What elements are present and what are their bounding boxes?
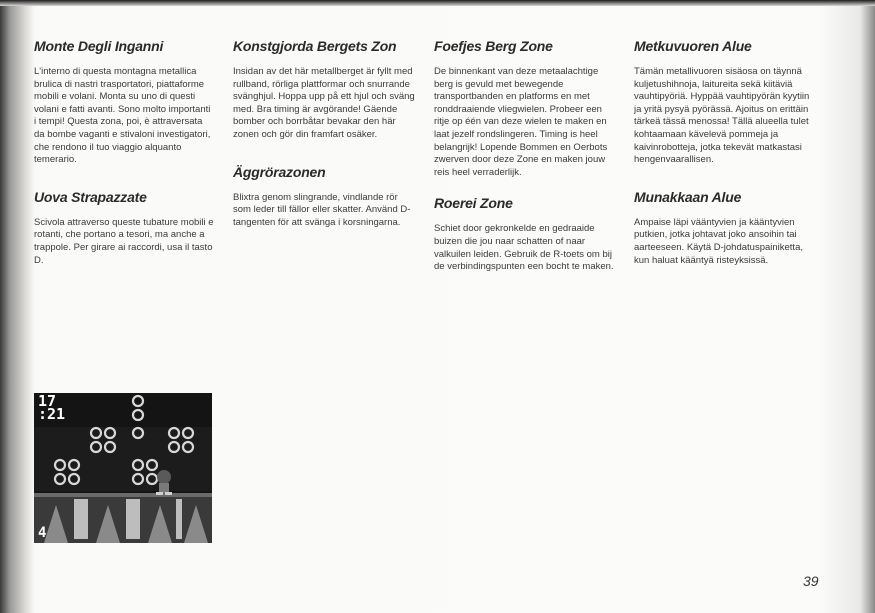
- section-body: L'interno di questa montagna metallica brulica di nastri trasportatori, piattaforme mobili e volani. Monta su uno di questi volani e fatti avanti. Sono molto importanti i tempi! Questa zona, poi, è attraversata da bombe vaganti e stivaloni investigatori, che rendono il tuo viaggio alquanto temerario.: [34, 66, 211, 166]
- column-swedish: [233, 38, 418, 229]
- section-title: Metkuvuoren Alue: [634, 38, 752, 54]
- section-title: Munakkaan Alue: [634, 188, 742, 205]
- section-title: Roerei Zone: [434, 195, 513, 212]
- hud-lives: 4: [38, 525, 47, 541]
- section-title: Uova Strapazzate: [34, 188, 147, 205]
- section-body: Scivola attraverso queste tubature mobili e rotanti, che portano a tesori, ma anche a trappole. Per girare ai raccordi, usa il tasto D.: [34, 216, 214, 266]
- column-italian: [34, 38, 214, 267]
- section-body: De binnenkant van deze metaalachtige berg is gevuld met bewegende transportbanden en platforms en met ronddraaiende vliegwielen. Probeer een ritje op één van deze wielen te maken en laat jezelf rondslingeren. Timing is heel belangrijk! Lopende Bommen en Oerbots zwerven door deze Zone en maken jouw reis heel verraderlijk.: [434, 66, 608, 178]
- column-finnish: [634, 38, 819, 267]
- page-top-edge: [0, 0, 875, 6]
- section-body: Schiet door gekronkelde en gedraaide buizen die jou naar schatten of naar valkuilen leiden. Gebruik de R-toets om bij de verbindingspunten een bocht te maken.: [434, 223, 614, 273]
- section-title: Konstgjorda Bergets Zon: [233, 38, 397, 54]
- page-binding-shadow: [0, 0, 34, 613]
- column-dutch: [434, 38, 619, 274]
- section-body: Ampaise läpi vääntyvien ja kääntyvien putkien, jotka johtavat joko ansoihin tai aarteeseen. Käytä D-johdatuspainiketta, kun haluat kääntyä risteyksissä.: [634, 216, 803, 266]
- section-title: Äggrörazonen: [233, 163, 326, 180]
- hud-score: 17 :21: [38, 393, 66, 423]
- hud-counters: [38, 395, 65, 421]
- section-title: Monte Degli Inganni: [34, 38, 164, 54]
- section-body: Tämän metallivuoren sisäosa on täynnä kuljetushihnoja, laitureita sekä kiitäviä vauhtipyöriä. Hyppää vauhtipyörän kyytiin ja yritä pysyä pyörässä. Ajoitus on erittäin tärkeä tässä menossa! Tällä alueella tulet kohtaamaan kävelevä pommeja ja kaivinrobotteja, jotka tekevät matkastasi hengenvaarallisen.: [634, 66, 810, 166]
- section-title: Foefjes Berg Zone: [434, 38, 553, 54]
- section-body: Insidan av det här metallberget är fyllt med rullband, rörliga plattformar och snurrande svänghjul. Hoppa upp på ett hjul och sväng med. Bra timing är avgörande! Gäende bomber och borrbåtar bevakar den här zonen och gör din framfart osäker.: [233, 66, 415, 140]
- page-number: 39: [803, 573, 819, 589]
- game-screenshot: [34, 393, 212, 543]
- section-body: Blixtra genom slingrande, vindlande rör som leder till fällor eller skatter. Använd D-tangenten för att svänga i korsningarna.: [233, 191, 411, 228]
